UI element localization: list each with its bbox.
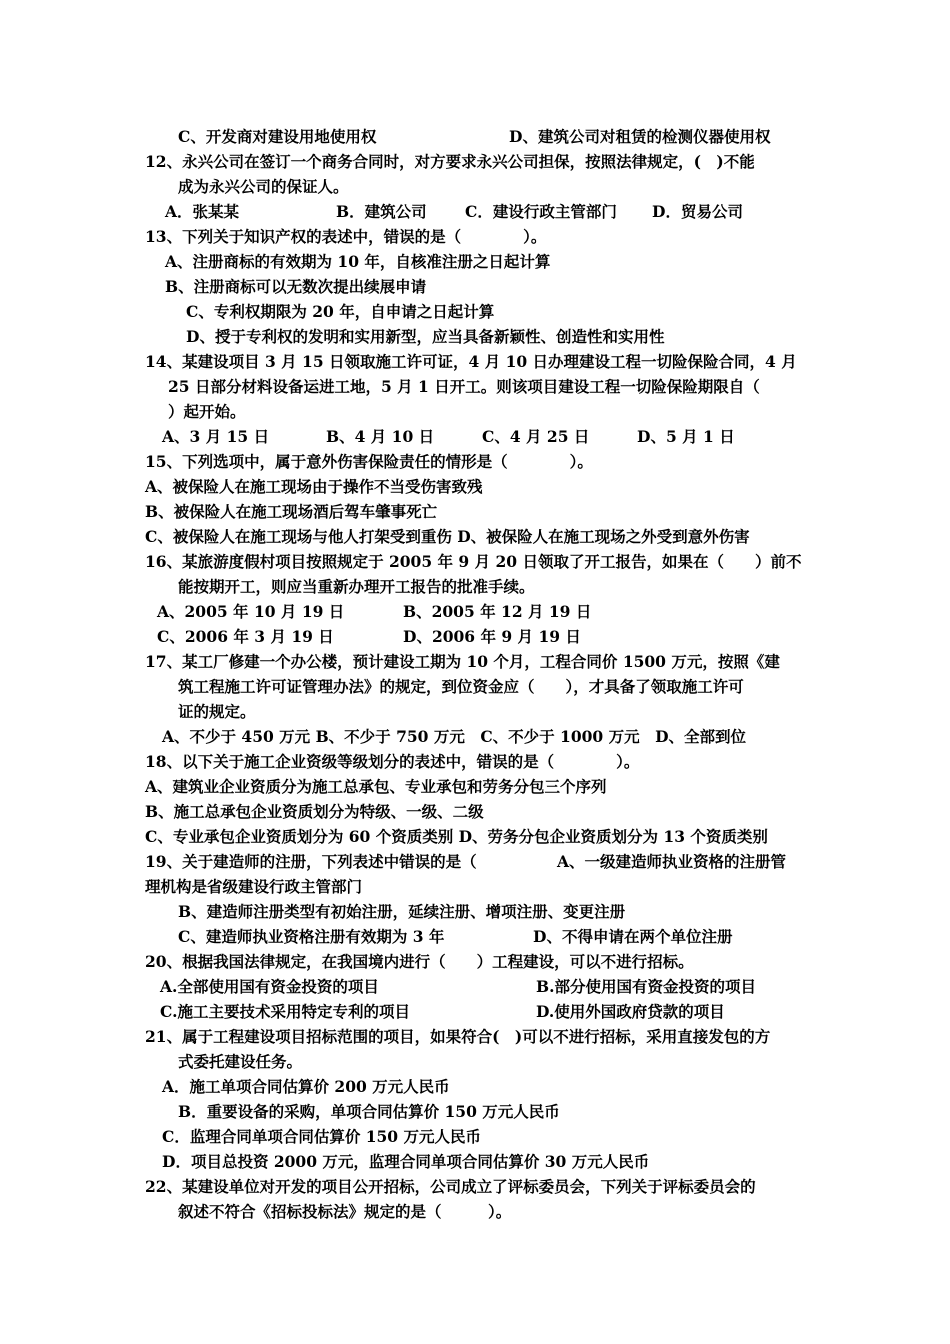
q20-text: 20、根据我国法律规定，在我国境内进行（ ）工程建设，可以不进行招标。: [145, 952, 694, 971]
q13-option-d: D、授于专利权的发明和实用新型，应当具备新颖性、创造性和实用性: [186, 327, 665, 346]
q15-option-b: B、被保险人在施工现场酒后驾车肇事死亡: [145, 502, 438, 521]
q12-text: 12、永兴公司在签订一个商务合同时，对方要求永兴公司担保，按照法律规定，( )不能: [145, 152, 755, 171]
q21-option-b: B．重要设备的采购，单项合同估算价 150 万元人民币: [178, 1102, 560, 1121]
q16-text-cont: 能按期开工，则应当重新办理开工报告的批准手续。: [178, 577, 535, 596]
q22-text-cont: 叙述不符合《招标投标法》规定的是（ ）。: [178, 1202, 512, 1221]
q19-text: 19、关于建造师的注册，下列表述中错误的是（: [145, 852, 477, 871]
q20-option-b: B.部分使用国有资金投资的项目: [536, 977, 756, 996]
q12-option-c: C．建设行政主管部门: [465, 202, 617, 221]
q19-option-d: D、不得申请在两个单位注册: [533, 927, 733, 946]
q14-text-cont: 25 日部分材料设备运进工地，5 月 1 日开工。则该项目建设工程一切险保险期限自（: [168, 377, 760, 396]
q20-option-d: D.使用外国政府贷款的项目: [536, 1002, 725, 1021]
q16-option-d: D、2006 年 9 月 19 日: [403, 627, 581, 646]
q20-option-a: A.全部使用国有资金投资的项目: [160, 977, 379, 996]
q12-option-d: D．贸易公司: [652, 202, 743, 221]
q11-option-d: D、建筑公司对租赁的检测仪器使用权: [509, 127, 771, 146]
q14-text-cont2: ）起开始。: [168, 402, 246, 421]
q22-text: 22、某建设单位对开发的项目公开招标，公司成立了评标委员会，下列关于评标委员会的: [145, 1177, 756, 1196]
q13-option-b: B、注册商标可以无数次提出续展申请: [165, 277, 427, 296]
q14-option-d: D、5 月 1 日: [637, 427, 735, 446]
q18-text: 18、以下关于施工企业资级等级划分的表述中，错误的是（ ）。: [145, 752, 640, 771]
q21-option-d: D．项目总投资 2000 万元，监理合同单项合同估算价 30 万元人民币: [162, 1152, 650, 1171]
q16-text: 16、某旅游度假村项目按照规定于 2005 年 9 月 20 日领取了开工报告，如果在（ ）前不: [145, 552, 802, 571]
q16-option-b: B、2005 年 12 月 19 日: [403, 602, 592, 621]
q20-option-c: C.施工主要技术采用特定专利的项目: [160, 1002, 410, 1021]
q11-option-c: C、开发商对建设用地使用权: [178, 127, 377, 146]
q15-option-a: A、被保险人在施工现场由于操作不当受伤害致残: [145, 477, 483, 496]
q15-option-cd: C、被保险人在施工现场与他人打架受到重伤 D、被保险人在施工现场之外受到意外伤害: [145, 527, 750, 546]
q12-option-b: B．建筑公司: [336, 202, 427, 221]
q21-text-cont: 式委托建设任务。: [178, 1052, 303, 1071]
q21-option-a: A．施工单项合同估算价 200 万元人民币: [162, 1077, 450, 1096]
q12-text-cont: 成为永兴公司的保证人。: [178, 177, 349, 196]
q19-option-a: A、一级建造师执业资格的注册管: [557, 852, 787, 871]
q21-option-c: C．监理合同单项合同估算价 150 万元人民币: [162, 1127, 481, 1146]
q14-option-a: A、3 月 15 日: [162, 427, 270, 446]
q21-text: 21、属于工程建设项目招标范围的项目，如果符合( )可以不进行招标，采用直接发包的方: [145, 1027, 771, 1046]
q19-option-b: B、建造师注册类型有初始注册，延续注册、增项注册、变更注册: [178, 902, 626, 921]
q17-text: 17、某工厂修建一个办公楼，预计建设工期为 10 个月，工程合同价 1500 万元，按照《建: [145, 652, 780, 671]
q15-text: 15、下列选项中，属于意外伤害保险责任的情形是（ ）。: [145, 452, 593, 471]
q18-option-b: B、施工总承包企业资质划分为特级、一级、二级: [145, 802, 484, 821]
q16-option-a: A、2005 年 10 月 19 日: [157, 602, 345, 621]
q17-options: A、不少于 450 万元 B、不少于 750 万元 C、不少于 1000 万元 D、全部到位: [162, 727, 747, 746]
q13-option-a: A、注册商标的有效期为 10 年，自核准注册之日起计算: [165, 252, 551, 271]
q14-text: 14、某建设项目 3 月 15 日领取施工许可证，4 月 10 日办理建设工程一切险保险合同，4 月: [145, 352, 797, 371]
q17-text-cont: 筑工程施工许可证管理办法》的规定，到位资金应（ ），才具备了领取施工许可: [178, 677, 744, 696]
q19-option-a-cont: 理机构是省级建设行政主管部门: [145, 877, 363, 896]
q13-text: 13、下列关于知识产权的表述中，错误的是（ ）。: [145, 227, 547, 246]
q16-option-c: C、2006 年 3 月 19 日: [157, 627, 334, 646]
q14-option-b: B、4 月 10 日: [326, 427, 435, 446]
q14-option-c: C、4 月 25 日: [482, 427, 590, 446]
q13-option-c: C、专利权期限为 20 年，自申请之日起计算: [186, 302, 495, 321]
q12-option-a: A．张某某: [165, 202, 240, 221]
q18-option-cd: C、专业承包企业资质划分为 60 个资质类别 D、劳务分包企业资质划分为 13 个资质类别: [145, 827, 768, 846]
q17-text-cont2: 证的规定。: [178, 702, 256, 721]
q18-option-a: A、建筑业企业资质分为施工总承包、专业承包和劳务分包三个序列: [145, 777, 607, 796]
q19-option-c: C、建造师执业资格注册有效期为 3 年: [178, 927, 445, 946]
